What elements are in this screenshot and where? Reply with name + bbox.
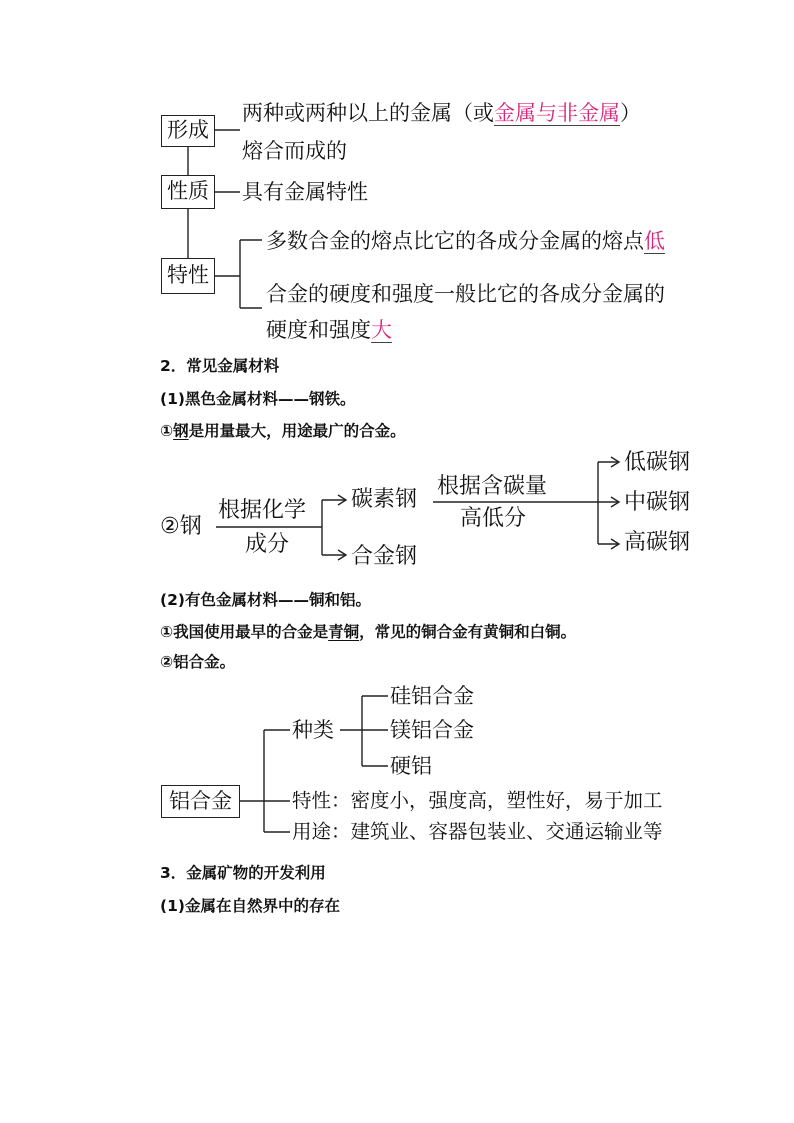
characteristic-2-answer: 大 [371,318,392,342]
steel-branch2-bottom: 高低分 [460,506,527,531]
aluminum-note: ②铝合金。 [160,653,236,671]
characteristic-label: 特性 [167,263,209,287]
copper-note-answer: 青铜 [328,623,360,641]
aluminum-type-3: 硬铝 [390,754,432,778]
formation-label: 形成 [167,118,209,142]
aluminum-root-box [161,785,240,818]
steel-note-prefix: ① [160,422,174,440]
property-text: 具有金属特性 [242,180,368,204]
characteristic-1 [266,226,665,256]
aluminum-property: 特性：密度小，强度高，塑性好，易于加工 [292,789,663,812]
high-carbon-steel: 高碳钢 [624,530,691,555]
steel-note [160,420,406,442]
property-label: 性质 [167,179,209,203]
formation-line1-close: ） [620,101,641,125]
steel-note-answer: 钢 [173,422,189,440]
copper-note [160,621,576,643]
characteristic-2-line1: 合金的硬度和强度一般比它的各成分金属的 [266,282,665,306]
characteristic-1-answer: 低 [644,229,665,253]
ferrous-line: (1)黑色金属材料——钢铁。 [160,390,356,408]
characteristic-box [161,258,215,294]
carbon-steel: 碳素钢 [351,487,418,512]
aluminum-root: 铝合金 [169,789,232,813]
steel-branch1-top: 根据化学 [218,498,307,523]
property-box [161,175,215,209]
steel-note-rest: 是用量最大，用途最广的合金。 [188,422,406,440]
alloy-steel: 合金钢 [351,544,418,569]
formation-line1-text: 两种或两种以上的金属（或 [242,101,494,125]
characteristic-1-text: 多数合金的熔点比它的各成分金属的熔点 [266,229,644,253]
low-carbon-steel: 低碳钢 [624,450,691,475]
aluminum-type-label: 种类 [292,718,334,742]
aluminum-type-2: 镁铝合金 [390,718,474,742]
aluminum-type-1: 硅铝合金 [390,684,474,708]
nonferrous-line: (2)有色金属材料——铜和铝。 [160,591,371,609]
aluminum-usage: 用途：建筑业、容器包装业、交通运输业等 [292,820,663,843]
formation-line2: 熔合而成的 [242,139,347,163]
section2-heading: 2．常见金属材料 [160,357,280,375]
formation-line1 [242,98,641,128]
formation-answer: 金属与非金属 [494,101,620,125]
characteristic-2-line2 [266,315,392,345]
copper-note-rest: ，常见的铜合金有黄铜和白铜。 [359,623,577,641]
formation-box [161,115,215,147]
steel-branch2-top: 根据含碳量 [437,474,548,499]
section3-heading: 3．金属矿物的开发利用 [160,864,326,882]
mid-carbon-steel: 中碳钢 [624,490,691,515]
steel-root: ②钢 [160,514,202,539]
characteristic-2-text: 硬度和强度 [266,318,371,342]
section3-sub1: (1)金属在自然界中的存在 [160,897,340,915]
steel-branch1-bottom: 成分 [245,532,290,557]
copper-note-text: ①我国使用最早的合金是 [160,623,329,641]
